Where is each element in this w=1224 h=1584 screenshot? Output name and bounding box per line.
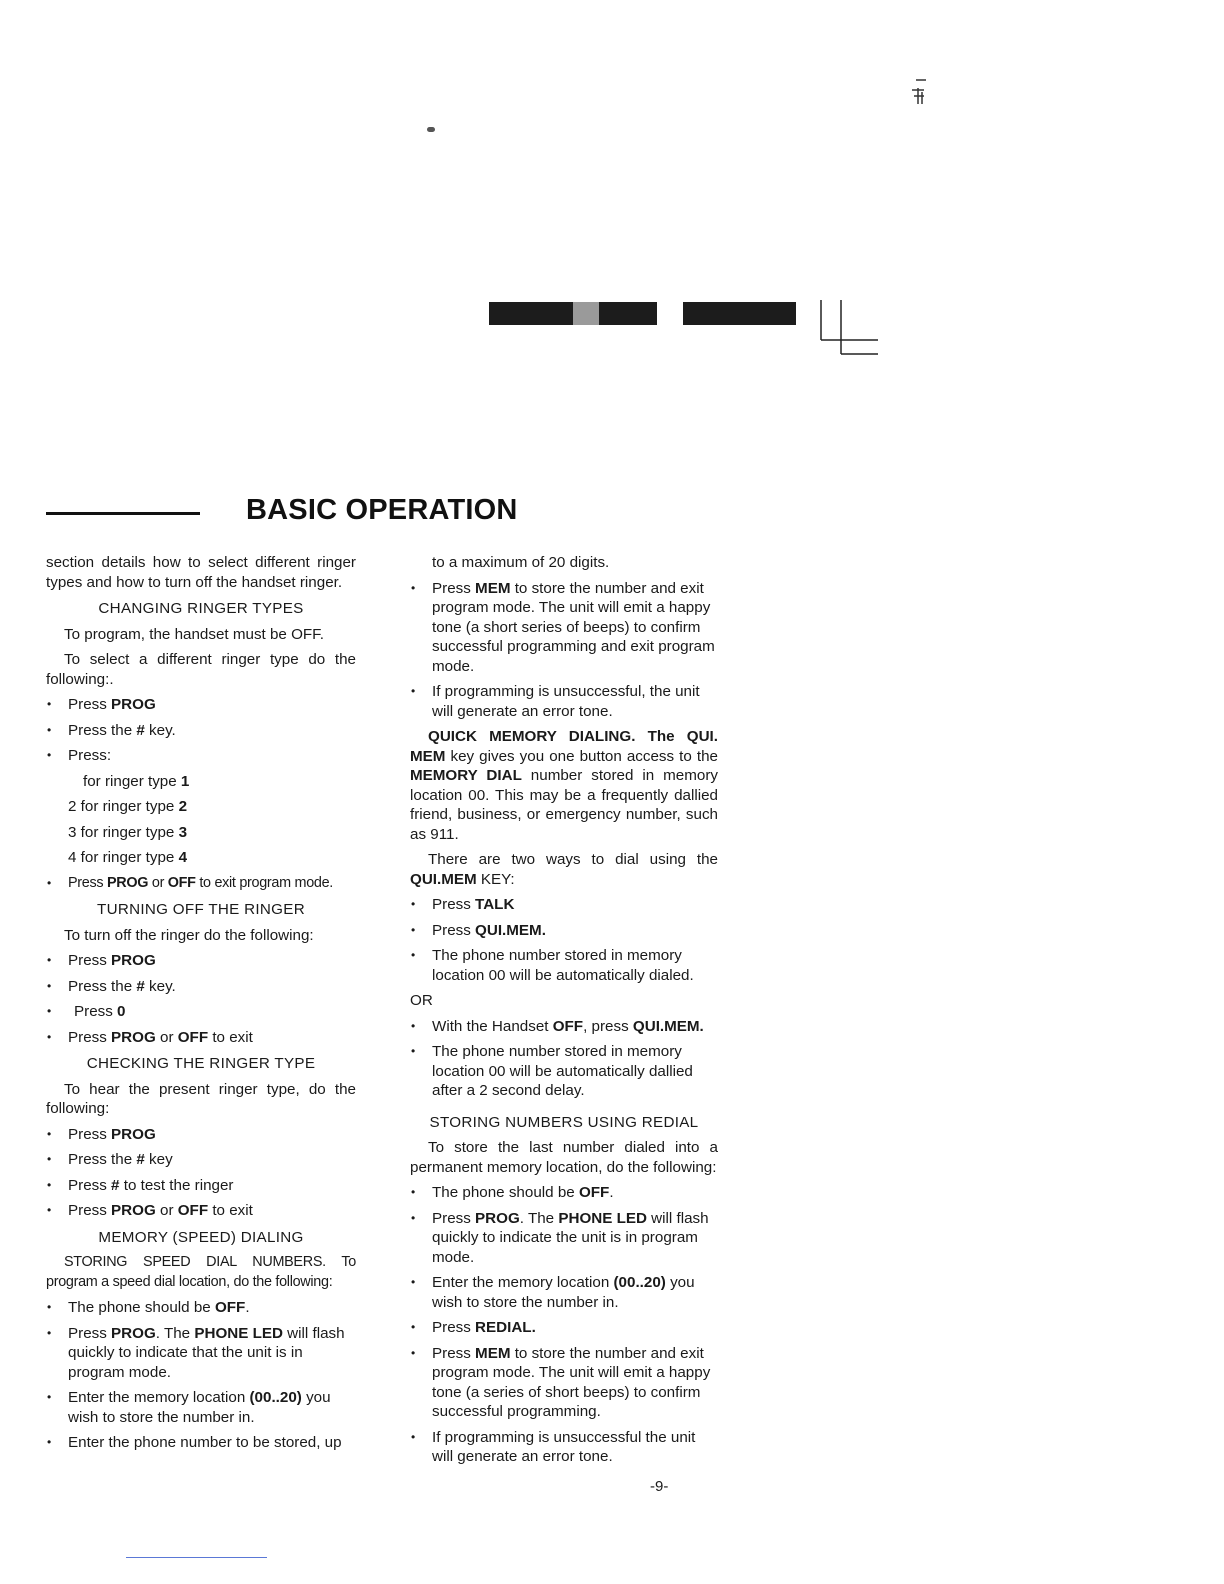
bullet-icon: • (411, 1210, 416, 1225)
gray-block (573, 302, 599, 325)
bullet-icon: • (47, 1152, 52, 1166)
list-item: • Press TALK (411, 896, 515, 913)
bullet-icon: • (47, 1029, 52, 1044)
bullet-icon: • (47, 722, 52, 737)
paragraph: STORING SPEED DIAL NUMBERS. To program a speed dial location, do the following: (46, 1254, 356, 1290)
list-item: • The phone should be OFF. (47, 1299, 250, 1316)
page-number: -9- (650, 1478, 669, 1495)
paragraph: To program, the handset must be OFF. (64, 625, 324, 643)
list-item: • Press: (47, 747, 112, 764)
bullet-icon: • (411, 1320, 416, 1334)
paragraph: To store the last number dialed into a permanent memory location, do the following: (410, 1139, 718, 1176)
list-item: • Press PROG or OFF to exit (47, 1028, 253, 1046)
bullet-icon: • (411, 580, 416, 595)
bullet-icon: • (411, 948, 416, 962)
quick-memory-dialing-paragraph: QUICK MEMORY DIALING. The QUI. MEM key gives you one button access to the MEMORY DIAL number stored in memory location 00. This may be a frequently dallied friend, business, or emergency number, such as 911. (410, 728, 718, 843)
corner-bracket (816, 298, 882, 358)
list-item: • Enter the phone number to be stored, up (47, 1434, 342, 1451)
list-item: • With the Handset OFF, press QUI.MEM. (411, 1017, 704, 1035)
scan-mark-top-right (904, 78, 928, 108)
or-separator: OR (410, 992, 433, 1009)
bullet-icon: • (47, 748, 52, 762)
bullet-icon: • (47, 1325, 52, 1340)
list-item: • Press PROG (47, 696, 156, 713)
option-line: 3 for ringer type 3 (68, 823, 188, 841)
list-item: • Press PROG. The PHONE LED will flash quickly to indicate the unit is in program mode. (411, 1209, 709, 1266)
heading-turning-off-ringer: TURNING OFF THE RINGER (97, 901, 305, 918)
list-item: • Press PROG or OFF to exit (47, 1202, 253, 1219)
bullet-icon: • (411, 1018, 416, 1033)
black-bar-middle (599, 302, 657, 325)
list-item: • Press the # key (47, 1151, 173, 1168)
bullet-icon: • (47, 1390, 52, 1404)
paragraph: To turn off the ringer do the following: (64, 926, 314, 944)
list-item: • Enter the memory location (00..20) you wish to store the number in. (411, 1274, 695, 1311)
bullet-icon: • (47, 875, 51, 890)
list-item: • Press the # key. (47, 721, 176, 739)
list-item: • The phone number stored in memory location 00 will be automatically dallied after a 2 second delay. (411, 1043, 693, 1099)
list-item: • Press REDIAL. (411, 1319, 536, 1336)
paragraph: To hear the present ringer type, do the following: (46, 1080, 356, 1117)
list-item: • Press MEM to store the number and exit program mode. The unit will emit a happy tone (a short series of beeps) to confirm successful programming and exit program mode. (411, 579, 715, 675)
list-item: • Press # to test the ringer (47, 1176, 234, 1194)
right-column (410, 553, 718, 1467)
list-item: • Press PROG or OFF to exit program mode. (46, 874, 356, 894)
option-line: 4 for ringer type 4 (68, 849, 188, 866)
bullet-icon: • (47, 1177, 52, 1192)
bullet-icon: • (47, 1203, 52, 1217)
list-item: • Press QUI.MEM. (411, 921, 546, 939)
list-item: • Press PROG (47, 952, 156, 969)
scan-speck (427, 127, 435, 132)
bullet-icon: • (47, 697, 52, 711)
scan-blue-line (126, 1557, 267, 1558)
bullet-icon: • (411, 1185, 416, 1199)
paragraph: There are two ways to dial using the QUI.MEM KEY: (410, 851, 718, 888)
list-item: • Press the # key. (47, 977, 176, 995)
bullet-icon: • (47, 1300, 52, 1314)
left-column (46, 553, 356, 1453)
intro-paragraph: section details how to select different ringer types and how to turn off the handset ringer. (46, 554, 356, 591)
option-line: 2 for ringer type 2 (68, 798, 188, 815)
bullet-icon: • (47, 978, 52, 993)
list-item: • Press MEM to store the number and exit program mode. The unit will emit a happy tone (a series of short beeps) to confirm successful programming. (411, 1344, 711, 1420)
title-rule (46, 512, 200, 515)
bullet-icon: • (47, 1004, 52, 1018)
bullet-icon: • (411, 1044, 416, 1058)
page-title: BASIC OPERATION (246, 494, 518, 526)
list-item: • The phone should be OFF. (411, 1184, 614, 1201)
black-bar-right (683, 302, 796, 325)
list-item: • If programming is unsuccessful the unit will generate an error tone. (411, 1428, 696, 1465)
list-item: • Press 0 (47, 1003, 126, 1020)
continued-line: to a maximum of 20 digits. (432, 554, 610, 571)
list-item: • Press PROG. The PHONE LED will flash quickly to indicate that the unit is in program mode. (47, 1324, 345, 1381)
option-line: for ringer type 1 (83, 772, 190, 790)
list-item: • Press PROG (47, 1125, 156, 1143)
black-bar-left (489, 302, 573, 325)
heading-changing-ringer-types: CHANGING RINGER TYPES (98, 600, 304, 617)
bullet-icon: • (411, 922, 416, 937)
bullet-icon: • (47, 1435, 52, 1449)
heading-checking-ringer-type: CHECKING THE RINGER TYPE (86, 1055, 316, 1072)
heading-memory-speed-dialing: MEMORY (SPEED) DIALING (98, 1228, 304, 1246)
paragraph: To select a different ringer type do the following:. (46, 651, 356, 688)
bullet-icon: • (411, 684, 416, 698)
bullet-icon: • (411, 897, 416, 911)
list-item: • Enter the memory location (00..20) you wish to store the number in. (47, 1389, 331, 1426)
bullet-icon: • (47, 953, 52, 967)
bullet-icon: • (47, 1126, 52, 1141)
bullet-icon: • (411, 1275, 416, 1289)
heading-storing-numbers-redial: STORING NUMBERS USING REDIAL (429, 1113, 699, 1131)
bullet-icon: • (411, 1345, 416, 1360)
list-item: • The phone number stored in memory location 00 will be automatically dialed. (411, 947, 694, 984)
list-item: • If programming is unsuccessful, the unit will generate an error tone. (411, 683, 700, 720)
bullet-icon: • (411, 1429, 416, 1444)
